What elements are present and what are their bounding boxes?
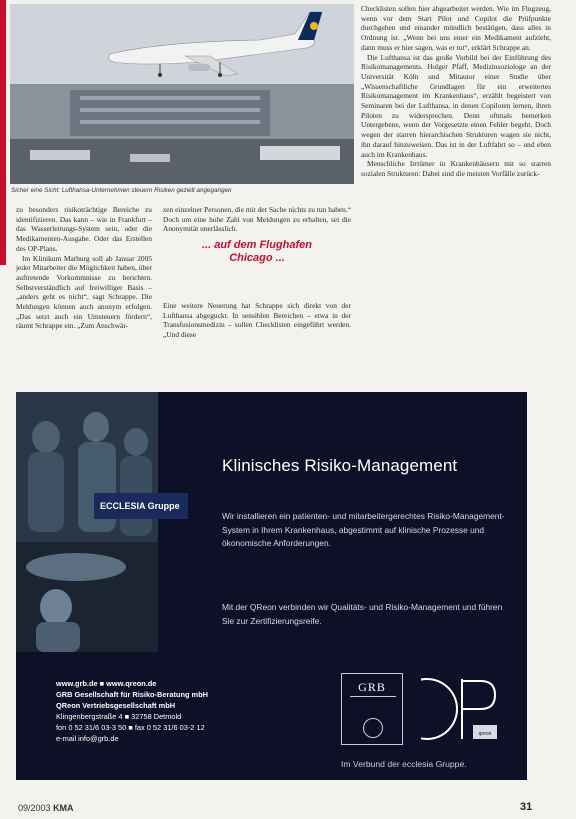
- article-paragraph: Menschliche Irrtümer in Krankenhäusern mit so starren sozialen Strukturen: Dabei sind die meisten Vorfälle zurück-: [361, 159, 551, 178]
- airplane-illustration: [10, 4, 354, 184]
- advertisement: [16, 392, 527, 780]
- article-column-right: [361, 4, 551, 179]
- article-column-middle-top: [163, 205, 351, 234]
- ad-logos: [321, 673, 507, 749]
- article-column-left: [16, 205, 152, 331]
- ecclesia-badge: ECCLESIA Gruppe: [94, 493, 188, 519]
- magazine-name: KMA: [53, 803, 74, 813]
- article-column-middle-bottom: [163, 301, 351, 340]
- airport-photo: [10, 4, 354, 184]
- red-margin-bar: [0, 0, 6, 265]
- company-name-grb: GRB Gesellschaft für Risiko-Beratung mbH: [56, 690, 208, 699]
- ad-paragraph-2: Mit der QReon verbinden wir Qualitäts- und Risiko-Management und führen Sie zur Zertifizierungsreife.: [222, 602, 503, 626]
- article-subheading: [163, 239, 351, 265]
- article-paragraph: Die Lufthansa ist das große Vorbild bei der Einführung des Risikomanagements. Holger Pfaff, Medizinsoziologe an der Universität Köln und Mitautor einer Studie über „Wissenschaftliche Grundlagen für ein erweitertes Risikomanagement im Krankenhaus“, erzählt begeistert von Seminaren bei der Lufthansa, in denen Copiloten lernen, ihren Piloten zu widersprechen. Denn oftmals bemerken Untergebene, wenn der Vorgesetzte einen Fehler begeht. Doch wegen der starren hierarchischen Strukturen wagen sie nicht, ihn darauf hinzuweisen. Das ist in der Luftfahrt so – und eben auch im Krankenhaus.: [361, 52, 551, 159]
- subheading-line-1: ... auf dem Flughafen: [201, 239, 312, 251]
- issue-footer: [18, 803, 74, 813]
- article-paragraph: zen einzelner Personen, die mit der Sache nichts zu tun haben.“ Doch um eine hohe Zahl von Meldungen zu erhalten, sei die Anonymität unerlässlich.: [163, 205, 351, 234]
- article-paragraph: Eine weitere Neuerung hat Schrappe sich direkt von der Lufthansa abgeguckt. In sensiblen Bereichen – etwa in der Transfusionsmedizin – sollen Checklisten eingeführt werden. „Und diese: [163, 301, 351, 340]
- article-paragraph: Checklisten sollen hier abgearbeitet werden. Wie im Flugzeug, wenn vor dem Start Pilot und Copilot die Prüfpunkte durchgehen und einander mündlich bestätigen, dass alles in Ordnung ist. „Wenn bei uns einer ein Medikament aufzieht, dann muss er hier sagen, was er tut“, erklärt Schrappe an.: [361, 4, 551, 52]
- ad-paragraph-1: Wir installieren ein patienten- und mitarbeitergerechtes Risiko-Management-System in Ihrem Krankenhaus, abgestimmt auf klinische Prozesse und ökonomische Anforderungen.: [222, 511, 505, 548]
- certification-seal-icon: [363, 718, 383, 738]
- ad-website-links[interactable]: www.grb.de ■ www.qreon.de: [56, 679, 157, 688]
- qreon-small-label: qreon: [478, 731, 492, 737]
- ad-verbund-line: Im Verbund der ecclesia Gruppe.: [341, 759, 467, 769]
- surgeons-illustration: [16, 392, 158, 652]
- company-email[interactable]: e-mail info@grb.de: [56, 734, 119, 743]
- ad-contact-block: [56, 678, 208, 744]
- article-paragraph: zu besonders risikoträchtige Bereiche zu identifizieren. Das kann – wie in Frankfurt – das Wasserleitungs-System sein, oder die Medikamenten-Ausgabe. Oder das Erstellen des OP-Plans.: [16, 205, 152, 253]
- company-name-qreon: QReon Vertriebsgesellschaft mbH: [56, 701, 176, 710]
- grb-logo-text: GRB: [358, 680, 386, 694]
- ad-headline: Klinisches Risiko-Management: [222, 456, 458, 475]
- article-paragraph: Im Klinikum Marburg soll ab Januar 2005 jeder Mitarbeiter die Möglichkeit haben, über auftretende Vorkommnisse zu berichten. Selbstverständlich auf freiwilliger Basis – „anders geht es nicht“, sagt Schrappe. Die Meldungen können auch anonym erfolgen. „Das setzt auch ein Umsteuern fördern“, räumt Schrappe ein. „Zum Anschwär-: [16, 253, 152, 331]
- company-phone-fax: fon 0 52 31/6 03-3 50 ■ fax 0 52 31/6 03-2 12: [56, 723, 205, 732]
- surgery-team-photo: [16, 392, 158, 652]
- grb-logo-divider: [350, 696, 396, 697]
- photo-caption: Sicher eine Sicht: Lufthansa-Unternehmen steuern Risiken gezielt angegangen: [11, 187, 232, 194]
- grb-logo: [341, 673, 403, 745]
- company-address: Klingenbergstraße 4 ■ 32758 Detmold: [56, 712, 182, 721]
- issue-number: 09/2003: [18, 803, 51, 813]
- qreon-logo-icon: [421, 673, 501, 745]
- subheading-line-2: Chicago ...: [229, 252, 285, 264]
- page-number: 31: [520, 801, 533, 813]
